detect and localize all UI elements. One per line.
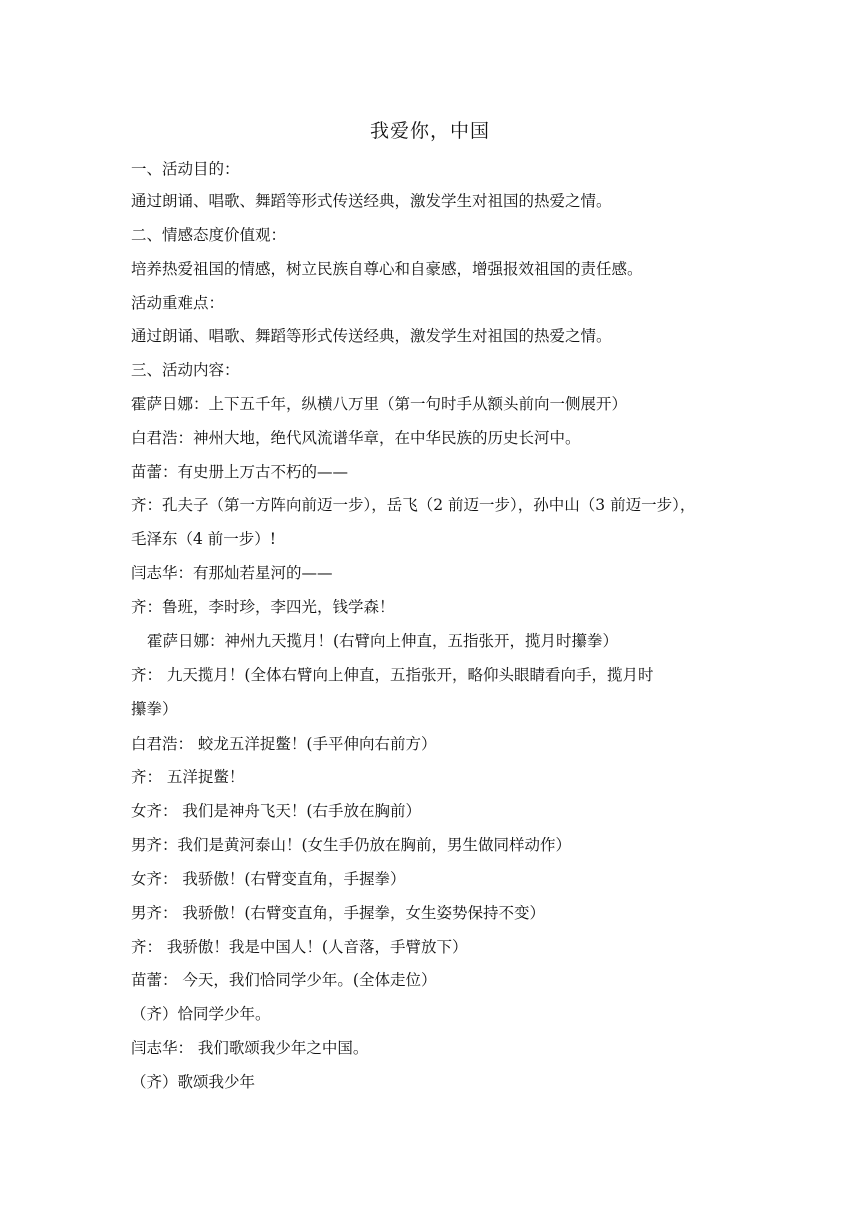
script-line: 霍萨日娜：上下五千年，纵横八万里（第一句时手从额头前向一侧展开） xyxy=(131,395,628,413)
script-line: （齐）歌颂我少年 xyxy=(131,1073,256,1091)
document-title: 我爱你，中国 xyxy=(369,120,490,142)
section-heading-content: 三、活动内容： xyxy=(131,361,240,379)
script-line: 齐： 五洋捉鳖！ xyxy=(131,768,245,786)
section-heading-values: 二、情感态度价值观： xyxy=(131,226,287,244)
script-line: 女齐： 我们是神舟飞天！(右手放在胸前） xyxy=(131,802,421,820)
script-line: 白君浩： 蛟龙五洋捉鳖！(手平伸向右前方） xyxy=(131,735,437,753)
script-line: 闫志华： 我们歌颂我少年之中国。 xyxy=(131,1039,369,1057)
script-line: 齐：孔夫子（第一方阵向前迈一步），岳飞（2 前迈一步），孙中山（3 前迈一步）， xyxy=(131,496,696,514)
script-line: 苗蕾：有史册上万古不朽的—— xyxy=(131,463,349,481)
script-line: 攥拳） xyxy=(131,700,178,718)
paragraph: 通过朗诵、唱歌、舞蹈等形式传送经典，激发学生对祖国的热爱之情。 xyxy=(131,327,612,345)
paragraph: 培养热爱祖国的情感，树立民族自尊心和自豪感，增强报效祖国的责任感。 xyxy=(131,260,643,278)
paragraph: 通过朗诵、唱歌、舞蹈等形式传送经典，激发学生对祖国的热爱之情。 xyxy=(131,192,612,210)
script-line: 齐： 九天揽月！(全体右臂向上伸直，五指张开，略仰头眼睛看向手，揽月时 xyxy=(131,666,654,684)
script-line: 男齐：我们是黄河泰山！(女生手仍放在胸前，男生做同样动作） xyxy=(131,836,572,854)
script-line: 白君浩：神州大地，绝代风流谱华章，在中华民族的历史长河中。 xyxy=(131,429,581,447)
script-line: 女齐： 我骄傲！(右臂变直角，手握拳） xyxy=(131,870,406,888)
script-line: 闫志华：有那灿若星河的—— xyxy=(131,564,333,582)
script-line: 霍萨日娜：神州九天揽月！(右臂向上伸直，五指张开，揽月时攥拳） xyxy=(147,632,619,650)
script-line: 齐： 我骄傲！我是中国人！(人音落，手臂放下） xyxy=(131,938,468,956)
script-line: 毛泽东（4 前一步）! xyxy=(131,530,277,548)
section-heading-goal: 一、活动目的： xyxy=(131,160,240,178)
script-line: 齐：鲁班，李时珍，李四光，钱学森！ xyxy=(131,598,395,616)
script-line: 苗蕾： 今天，我们恰同学少年。(全体走位） xyxy=(131,971,437,989)
script-line: 男齐： 我骄傲！(右臂变直角，手握拳，女生姿势保持不变） xyxy=(131,904,545,922)
script-line: （齐）恰同学少年。 xyxy=(131,1005,271,1023)
section-heading-key-points: 活动重难点： xyxy=(131,294,225,312)
